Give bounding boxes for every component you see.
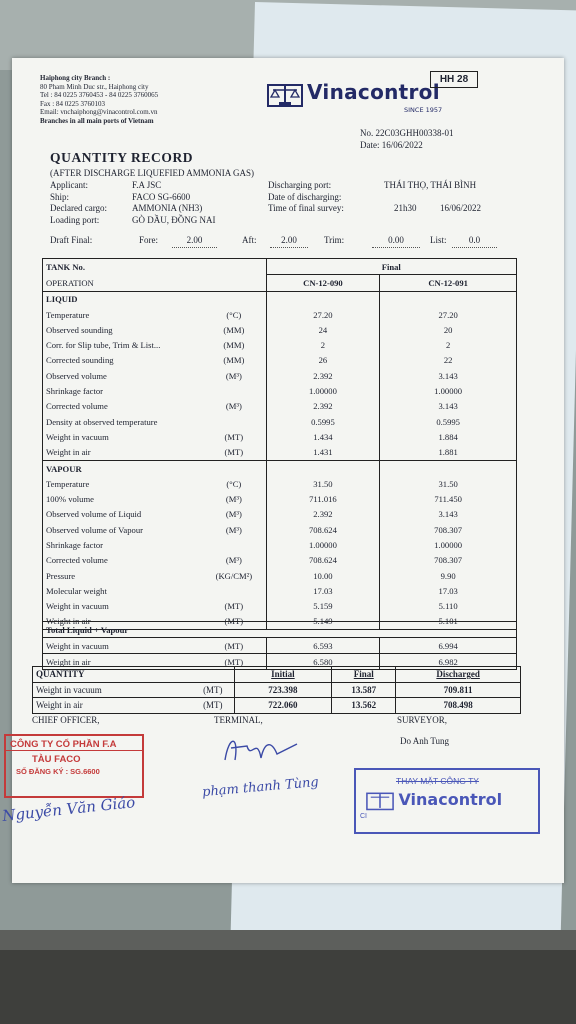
table-row: [43, 322, 517, 337]
row-label: Molecular weight: [46, 585, 107, 596]
document-date: Date: 16/06/2022: [360, 140, 423, 150]
tank2-value: 3.143: [380, 507, 517, 522]
empty-cell: [266, 460, 380, 476]
tank2-value: 1.00000: [380, 383, 517, 398]
tank2-value: 1.00000: [380, 537, 517, 552]
final-survey-label: Time of final survey:: [268, 203, 344, 213]
tank2-header: CN-12-091: [380, 275, 517, 291]
table-row: [43, 568, 517, 583]
initial-value: 723.398: [234, 682, 332, 698]
table-row: [43, 429, 517, 444]
table-row: [43, 307, 517, 322]
row-unit: (M³): [225, 401, 242, 412]
row-unit: (M³): [225, 370, 242, 381]
chief-officer-label: CHIEF OFFICER,: [32, 715, 100, 725]
table-row: [43, 399, 517, 414]
row-label: Corrected sounding: [46, 355, 114, 366]
final-survey-date: 16/06/2022: [440, 203, 482, 213]
tank2-value: 2: [380, 337, 517, 352]
vinacontrol-logo: [267, 80, 440, 108]
tank1-value: 10.00: [266, 568, 380, 583]
trim-label: Trim:: [324, 235, 345, 245]
table-row: [43, 537, 517, 552]
branch-tel: Tel : 84 0225 3760453 - 84 0225 3760065: [40, 91, 159, 99]
loading-label: Loading port:: [50, 214, 100, 225]
empty-cell: [380, 291, 517, 307]
quantity-table: [32, 666, 521, 714]
total-row-label: Weight in air: [46, 656, 91, 667]
tank2-value: 31.50: [380, 476, 517, 491]
row-label: 100% volume: [46, 494, 94, 505]
branch-email: Email: vnchaiphong@vinacontrol.com.vn: [40, 108, 158, 116]
branch-ports: Branches in all main ports of Vietnam: [40, 116, 154, 125]
row-label: Observed volume of Liquid: [46, 509, 142, 520]
table-row: [43, 522, 517, 537]
cargo-value: AMMONIA (NH3): [132, 203, 203, 213]
tank1-value: 27.20: [266, 307, 380, 322]
tank1-value: 1.00000: [266, 383, 380, 398]
stamp-logo-row: [356, 786, 538, 811]
tank2-value: 708.307: [380, 553, 517, 568]
stamp-ci: CI: [360, 812, 367, 820]
discharging-label: Discharging port:: [268, 180, 332, 190]
total-row-unit: (MT): [202, 638, 266, 654]
aft-label: Aft:: [242, 235, 257, 245]
total-label: Total Liquid + Vapour: [43, 622, 517, 638]
row-label: Weight in air: [46, 447, 91, 458]
row-label: Shrinkage factor: [46, 539, 104, 550]
tank1-value: 26: [266, 353, 380, 368]
empty-cell: [380, 460, 517, 476]
loading-value: GÒ DẦU, ĐỒNG NAI: [132, 214, 216, 225]
table-row: [43, 491, 517, 506]
tank1-value: 708.624: [266, 522, 380, 537]
row-unit: (M³): [225, 524, 242, 535]
tank2-value: 3.143: [380, 399, 517, 414]
tank1-header: CN-12-090: [266, 275, 380, 291]
row-label: Corrected volume: [46, 555, 108, 566]
row-label: Weight in air: [46, 616, 91, 627]
quantity-header-row: [33, 667, 521, 683]
table-row: [43, 553, 517, 568]
vapour-section-label: VAPOUR: [43, 460, 267, 476]
row-label: Corrected volume: [46, 401, 108, 412]
row-unit: (MT): [224, 431, 244, 442]
total-tank1-value: 6.580: [266, 654, 380, 670]
total-row-unit: (MT): [224, 656, 244, 667]
fore-label: Fore:: [139, 235, 158, 245]
stamp-behalf: THAY MẶT CÔNG TY: [396, 776, 479, 786]
table-row: [43, 507, 517, 522]
table-row: [43, 414, 517, 429]
liquid-section-label: LIQUID: [43, 291, 267, 307]
operation-row: [43, 275, 517, 291]
table-row: [43, 599, 517, 614]
logo-text: Vinacontrol: [307, 80, 440, 104]
date-discharging-label: Date of discharging:: [268, 191, 342, 202]
ship-value: FACO SG-6600: [132, 191, 191, 202]
initial-header: Initial: [234, 667, 332, 683]
row-label: Observed volume: [46, 370, 107, 381]
cargo-label: Declared cargo:: [50, 203, 108, 213]
tank2-value: 0.5995: [380, 414, 517, 429]
table-header-row: [43, 259, 517, 275]
table-row: [43, 383, 517, 398]
list-value: 0.0: [452, 235, 497, 248]
tank-no-label: TANK No.: [46, 261, 85, 272]
branch-address: 80 Pham Minh Duc str., Haiphong city: [40, 82, 149, 91]
terminal-signature: phạm thanh Tùng: [201, 774, 320, 801]
operation-label: OPERATION: [46, 277, 94, 288]
row-label: Density at observed temperature: [46, 416, 158, 427]
tank2-value: 1.884: [380, 429, 517, 444]
tank2-value: 22: [380, 353, 517, 368]
final-header: Final: [266, 259, 516, 275]
stamp-registration: SỐ ĐĂNG KÝ : SG.6600: [16, 767, 100, 776]
tank1-value: 17.03: [266, 583, 380, 598]
quantity-row-unit: (MT): [192, 698, 234, 714]
stamp-company-name: CÔNG TY CỔ PHẦN F.A: [6, 736, 142, 751]
tank1-value: 5.149: [266, 614, 380, 630]
row-unit: [202, 383, 266, 398]
row-label: Temperature: [46, 309, 90, 320]
tank1-value: 1.431: [266, 445, 380, 461]
document-reference: [360, 127, 454, 151]
row-label: Observed sounding: [46, 324, 113, 335]
vapour-section-row: [43, 460, 517, 476]
row-unit: (MM): [223, 355, 245, 366]
tank2-value: 20: [380, 322, 517, 337]
tank1-value: 2.392: [266, 507, 380, 522]
row-label: Observed volume of Vapour: [46, 524, 143, 535]
desk-edge: [0, 950, 576, 1024]
tank2-value: 708.307: [380, 522, 517, 537]
total-tank2-value: 6.994: [380, 638, 517, 654]
row-unit: (MT): [224, 601, 244, 612]
row-unit: [202, 414, 266, 429]
tank2-value: 27.20: [380, 307, 517, 322]
table-row: [43, 353, 517, 368]
quantity-row: [33, 682, 521, 698]
table-row: [43, 445, 517, 461]
branch-fax: Fax : 84 0225 3760103: [40, 99, 105, 108]
tank2-value: 3.143: [380, 368, 517, 383]
discharging-value: THÁI THỌ, THÁI BÌNH: [384, 180, 477, 190]
page-title: QUANTITY RECORD: [50, 150, 194, 165]
row-unit: [202, 583, 266, 598]
terminal-initials-signature: [217, 730, 307, 770]
quantity-record-document: [1, 58, 564, 883]
row-unit: (MT): [224, 447, 244, 458]
total-tank1-value: 6.593: [266, 638, 380, 654]
list-label: List:: [430, 235, 447, 245]
ship-label: Ship:: [50, 191, 70, 202]
final-value: 13.562: [332, 698, 396, 714]
row-label: Temperature: [46, 478, 90, 489]
chief-officer-signature: Nguyễn Văn Giáo: [1, 793, 137, 825]
row-label: Corr. for Slip tube, Trim & List...: [46, 340, 161, 351]
tank2-value: 5.110: [380, 599, 517, 614]
tank1-value: 31.50: [266, 476, 380, 491]
header-left-labels: [50, 180, 107, 226]
row-label: Weight in vacuum: [46, 601, 109, 612]
header-right-labels: [268, 180, 344, 215]
quantity-row-unit: (MT): [192, 682, 234, 698]
quantity-row: [33, 698, 521, 714]
page-subtitle: (AFTER DISCHARGE LIQUEFIED AMMONIA GAS): [50, 168, 255, 178]
total-row: [43, 638, 517, 654]
discharged-value: 709.811: [396, 682, 521, 698]
total-table: [42, 621, 517, 670]
logo-since: SINCE 1957: [404, 106, 443, 114]
tank1-value: 711.016: [266, 491, 380, 506]
tank1-value: 1.00000: [266, 537, 380, 552]
branch-name: Haiphong city Branch :: [40, 74, 111, 82]
stamp-logo-text: Vinacontrol: [398, 790, 503, 809]
table-row: [43, 337, 517, 352]
tank-measurement-table: [42, 258, 517, 630]
surveyor-label: SURVEYOR,: [397, 715, 448, 725]
row-label: Shrinkage factor: [46, 386, 104, 397]
document-number: No. 22C03GHH00338-01: [360, 128, 454, 138]
quantity-row-label: Weight in air: [33, 698, 193, 714]
tank1-value: 708.624: [266, 553, 380, 568]
trim-value: 0.00: [372, 235, 420, 248]
ship-company-stamp: [4, 734, 144, 798]
row-unit: [202, 537, 266, 552]
tank2-value: 9.90: [380, 568, 517, 583]
tank1-value: 2.392: [266, 368, 380, 383]
tank1-value: 2: [266, 337, 380, 352]
total-header-row: [43, 622, 517, 638]
row-unit: (M³): [225, 509, 242, 520]
row-unit: (°C): [226, 478, 242, 489]
form-code: HH 28: [430, 71, 478, 88]
tank2-value: 5.101: [380, 614, 517, 630]
applicant-label: Applicant:: [50, 180, 88, 190]
row-unit: (KG/CM²): [215, 570, 253, 581]
discharged-header: Discharged: [396, 667, 521, 683]
row-unit: (M³): [225, 494, 242, 505]
fore-value: 2.00: [172, 235, 217, 248]
liquid-section-row: [43, 291, 517, 307]
quantity-row-label: Weight in vacuum: [33, 682, 193, 698]
row-label: Weight in vacuum: [46, 431, 109, 442]
header-left-values: [132, 180, 216, 226]
final-survey-time: 21h30: [394, 203, 417, 213]
initial-value: 722.060: [234, 698, 332, 714]
tank1-value: 24: [266, 322, 380, 337]
draft-label: Draft Final:: [50, 235, 93, 245]
tank2-value: 17.03: [380, 583, 517, 598]
stamp-scale-icon: [366, 791, 394, 811]
tank1-value: 5.159: [266, 599, 380, 614]
terminal-label: TERMINAL,: [214, 715, 263, 725]
applicant-value: F.A JSC: [132, 180, 162, 190]
stamp-ship-name: TÀU FACO: [32, 754, 81, 765]
row-unit: (MT): [224, 616, 244, 627]
discharged-value: 708.498: [396, 698, 521, 714]
total-tank2-value: 6.982: [380, 654, 517, 670]
vinacontrol-stamp: [354, 768, 540, 834]
table-row: [43, 476, 517, 491]
table-row: [43, 583, 517, 598]
empty-cell: [266, 291, 380, 307]
tank1-value: 2.392: [266, 399, 380, 414]
surveyor-name: Do Anh Tung: [400, 736, 450, 746]
tank2-value: 711.450: [380, 491, 517, 506]
table-row: [43, 368, 517, 383]
tank1-value: 0.5995: [266, 414, 380, 429]
tank1-value: 1.434: [266, 429, 380, 444]
final-header: Final: [332, 667, 396, 683]
branch-info: [40, 74, 158, 125]
total-row-label: Weight in vacuum: [43, 638, 203, 654]
final-value: 13.587: [332, 682, 396, 698]
row-unit: (°C): [226, 309, 242, 320]
scale-logo-icon: [267, 82, 303, 108]
row-unit: (M³): [225, 555, 242, 566]
quantity-label: QUANTITY: [36, 669, 85, 680]
tank2-value: 1.881: [380, 445, 517, 461]
aft-value: 2.00: [270, 235, 308, 248]
row-label: Pressure: [46, 570, 76, 581]
row-unit: (MM): [223, 324, 245, 335]
row-unit: (MM): [223, 340, 245, 351]
